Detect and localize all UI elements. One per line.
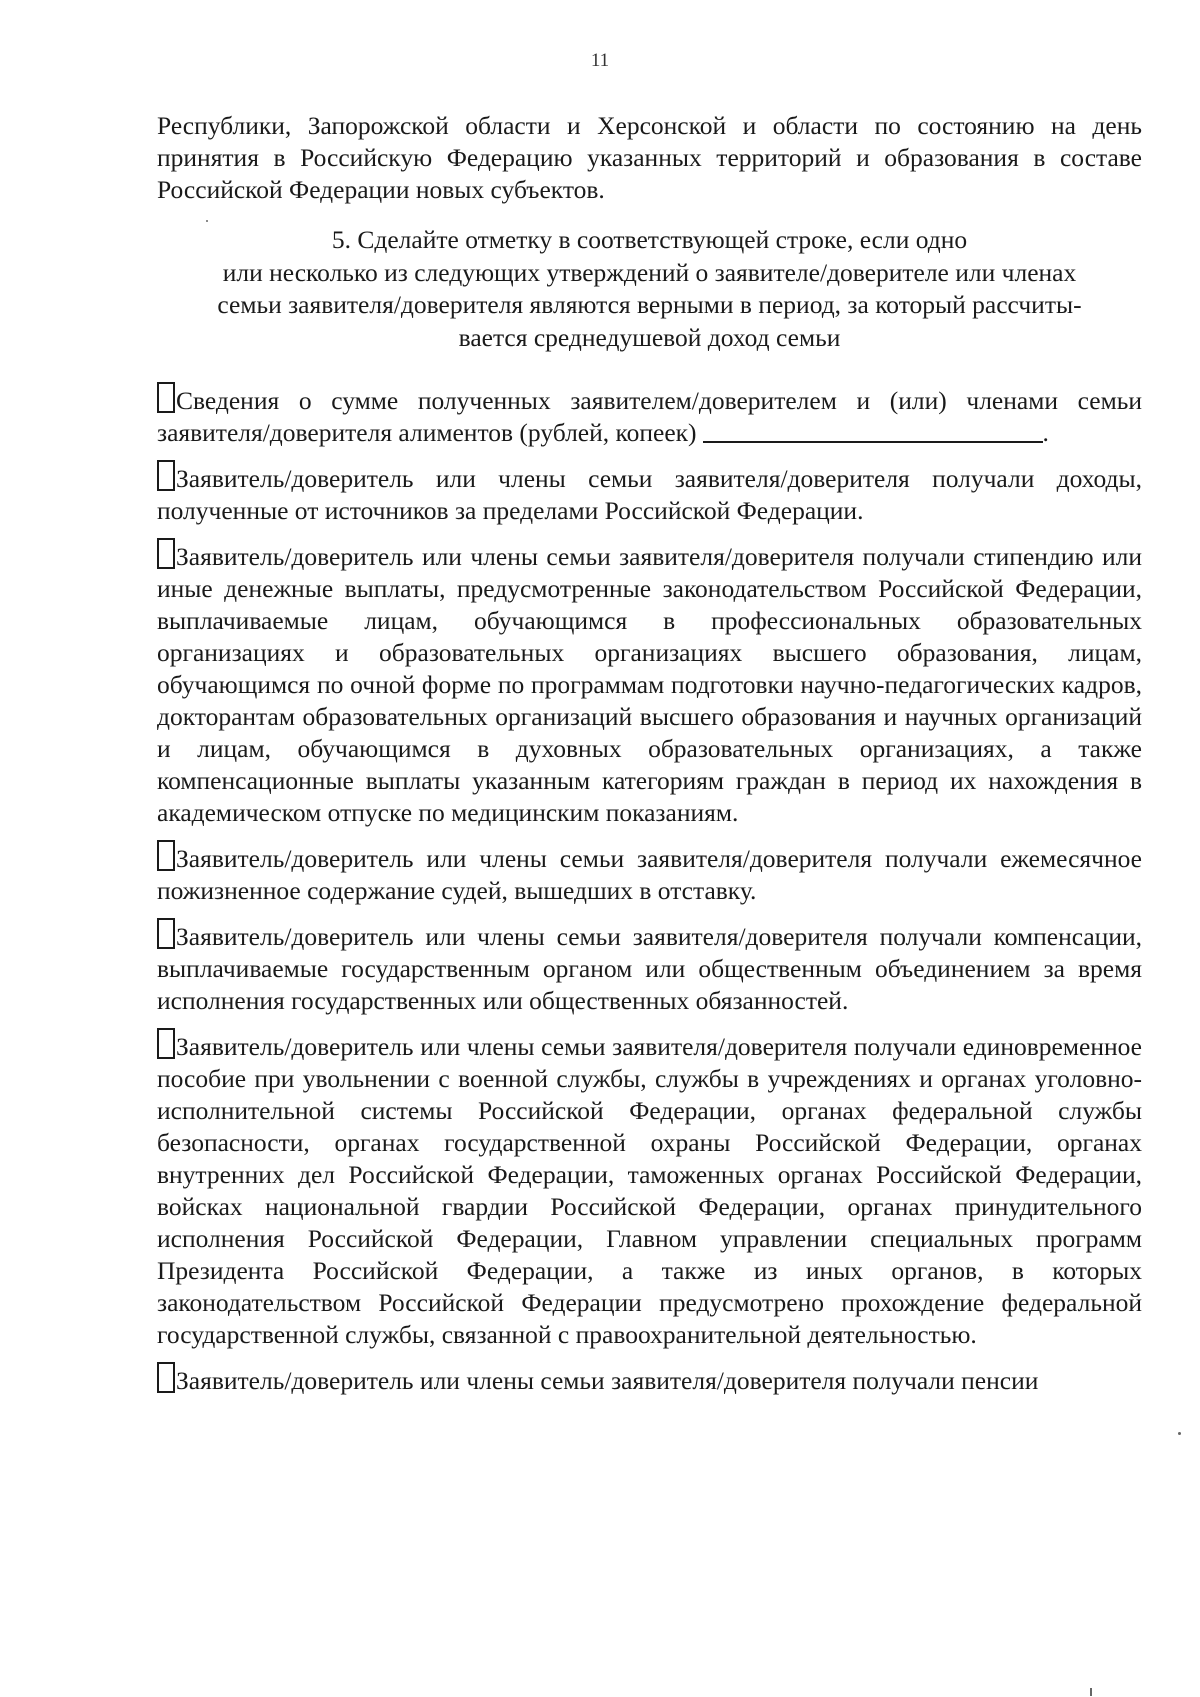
checkbox-item-foreign-income xyxy=(157,460,1142,527)
discharge-benefit-item-text: Заявитель/доверитель или члены семьи заявителя/доверителя получали единовременное пособие при увольнении с военной службы, службы в учреждениях и органах уголовно-исполнительной системы Российской Федерации, органах федеральной службы безопасности, органах государственной охраны Российской Федерации, органах внутренних дел Российской Федерации, таможенных органах Российской Федерации, войсках национальной гвардии Российской Федерации, органах принудительного исполнения Российской Федерации, Главном управлении специальных программ Президента Российской Федерации, а также из иных органов, в которых законодательством Российской Федерации предусмотрено прохождение федеральной государственной службы, связанной с правоохранительной деятельностью. xyxy=(157,1032,1142,1349)
alimony-item-suffix: . xyxy=(1042,418,1049,447)
alimony-item-text: Сведения о сумме полученных заявителем/доверителем и (или) членами семьи заявителя/доверителя алиментов (рублей, копеек) xyxy=(157,386,1142,447)
pension-item-text: Заявитель/доверитель или члены семьи заявителя/доверителя получали пенсии xyxy=(176,1366,1039,1395)
foreign-income-checkbox[interactable] xyxy=(157,460,175,491)
judge-allowance-checkbox[interactable] xyxy=(157,840,175,871)
duty-compensation-item-text: Заявитель/доверитель или члены семьи заявителя/доверителя получали компенсации, выплачиваемые государственным органом или общественным объединением за время исполнения государственных или общественных обязанностей. xyxy=(157,922,1142,1015)
document-body xyxy=(157,110,1142,1408)
scan-speck xyxy=(1178,1432,1181,1435)
page-number: 11 xyxy=(590,50,610,71)
judge-allowance-item-text: Заявитель/доверитель или члены семьи заявителя/доверителя получали ежемесячное пожизненное содержание судей, вышедших в отставку. xyxy=(157,844,1142,905)
alimony-amount-field[interactable] xyxy=(703,419,1043,443)
duty-compensation-checkbox[interactable] xyxy=(157,918,175,949)
section-heading xyxy=(157,224,1142,354)
section-heading-line: 5. Сделайте отметку в соответствующей строке, если одно xyxy=(331,225,968,254)
alimony-checkbox[interactable] xyxy=(157,382,175,413)
pension-checkbox[interactable] xyxy=(157,1362,175,1393)
checkbox-item-discharge-benefit xyxy=(157,1028,1142,1351)
intro-paragraph: Республики, Запорожской области и Херсонской и области по состоянию на день принятия в Российскую Федерацию указанных территорий и образования в составе Российской Федерации новых субъектов. xyxy=(157,111,1142,204)
checkbox-item-judge-allowance xyxy=(157,840,1142,907)
discharge-benefit-checkbox[interactable] xyxy=(157,1028,175,1059)
foreign-income-item-text: Заявитель/доверитель или члены семьи заявителя/доверителя получали доходы, полученные от источников за пределами Российской Федерации. xyxy=(157,464,1142,525)
checkbox-item-duty-compensation xyxy=(157,918,1142,1017)
section-heading-line: вается среднедушевой доход семьи xyxy=(458,322,841,352)
checkbox-item-alimony xyxy=(157,382,1142,449)
stipend-checkbox[interactable] xyxy=(157,538,175,569)
scan-speck xyxy=(206,220,208,222)
scan-speck xyxy=(1090,1688,1092,1696)
checkbox-item-pension xyxy=(157,1362,1142,1397)
section-heading-line: семьи заявителя/доверителя являются верными в период, за который рассчиты- xyxy=(217,290,1082,319)
checkbox-item-stipend xyxy=(157,538,1142,829)
stipend-item-text: Заявитель/доверитель или члены семьи заявителя/доверителя получали стипендию или иные денежные выплаты, предусмотренные законодательством Российской Федерации, выплачиваемые лицам, обучающимся в профессиональных образовательных организациях и образовательных организациях высшего образования, лицам, обучающимся по очной форме по программам подготовки научно-педагогических кадров, докторантам образовательных организаций высшего образования и научных организаций и лицам, обучающимся в духовных образовательных организациях, а также компенсационные выплаты указанным категориям граждан в период их нахождения в академическом отпуске по медицинским показаниям. xyxy=(157,542,1142,827)
section-heading-line: или несколько из следующих утверждений о заявителе/доверителе или членах xyxy=(222,257,1077,287)
